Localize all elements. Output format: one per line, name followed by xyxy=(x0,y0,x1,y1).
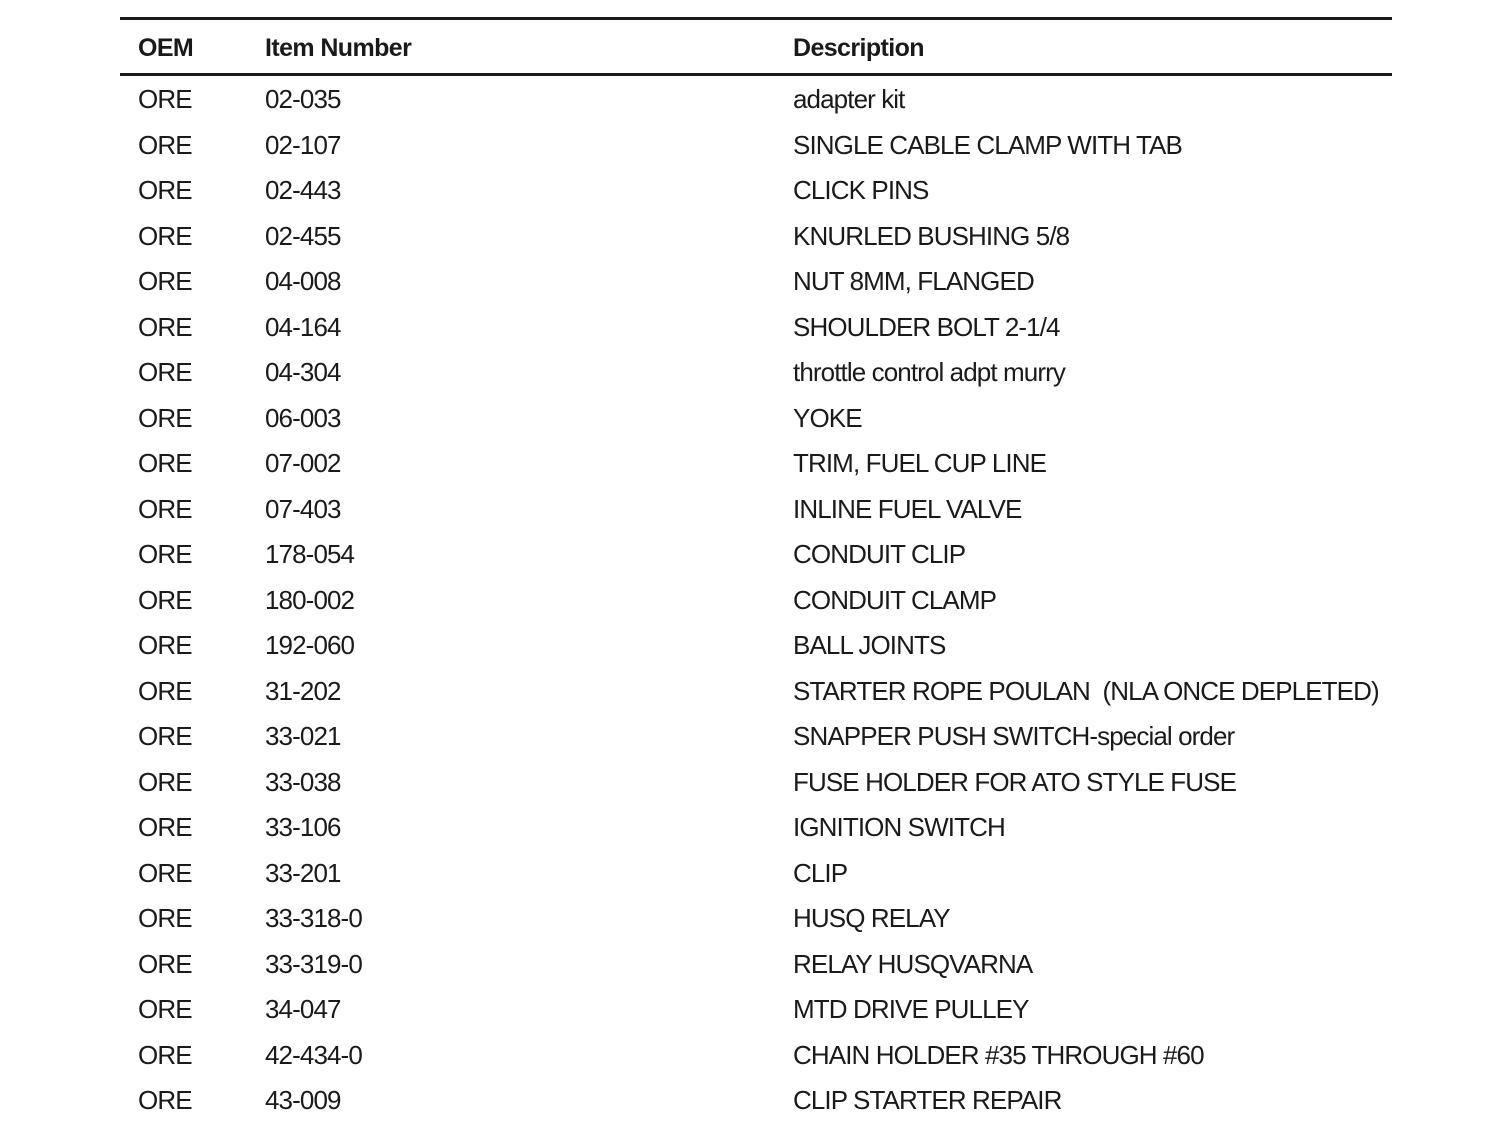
table-row xyxy=(120,123,1392,169)
description-cell: MTD DRIVE PULLEY xyxy=(793,994,1029,1025)
table-row xyxy=(120,396,1392,442)
oem-cell: ORE xyxy=(138,493,192,524)
description-cell: CONDUIT CLAMP xyxy=(793,584,997,615)
description-cell: NUT 8MM, FLANGED xyxy=(793,266,1034,297)
item-number-cell: 178-054 xyxy=(265,539,355,570)
table-row xyxy=(120,714,1392,760)
item-number-cell: 43-009 xyxy=(265,1085,341,1116)
oem-cell: ORE xyxy=(138,766,192,797)
item-number-cell: 192-060 xyxy=(265,630,355,661)
item-number-cell: 04-164 xyxy=(265,311,341,342)
item-number-cell: 04-304 xyxy=(265,357,341,388)
oem-cell: ORE xyxy=(138,129,192,160)
header-oem: OEM xyxy=(138,34,194,62)
description-cell: FUSE HOLDER FOR ATO STYLE FUSE xyxy=(793,766,1237,797)
description-cell: STARTER ROPE POULAN (NLA ONCE DEPLETED) xyxy=(793,675,1379,706)
description-cell: throttle control adpt murry xyxy=(793,357,1065,388)
description-cell: CLIP STARTER REPAIR xyxy=(793,1085,1062,1116)
table-row xyxy=(120,578,1392,624)
table-row xyxy=(120,1078,1392,1124)
table-row xyxy=(120,942,1392,988)
item-number-cell: 06-003 xyxy=(265,402,341,433)
table-row xyxy=(120,350,1392,396)
parts-table xyxy=(120,17,1392,1124)
item-number-cell: 33-201 xyxy=(265,857,341,888)
table-row xyxy=(120,77,1392,123)
item-number-cell: 42-434-0 xyxy=(265,1039,362,1070)
oem-cell: ORE xyxy=(138,721,192,752)
item-number-cell: 02-455 xyxy=(265,220,341,251)
item-number-cell: 33-319-0 xyxy=(265,948,362,979)
oem-cell: ORE xyxy=(138,857,192,888)
item-number-cell: 33-038 xyxy=(265,766,341,797)
description-cell: HUSQ RELAY xyxy=(793,903,950,934)
table-row xyxy=(120,168,1392,214)
oem-cell: ORE xyxy=(138,175,192,206)
description-cell: SINGLE CABLE CLAMP WITH TAB xyxy=(793,129,1182,160)
table-row xyxy=(120,1033,1392,1079)
item-number-cell: 33-318-0 xyxy=(265,903,362,934)
table-row xyxy=(120,987,1392,1033)
oem-cell: ORE xyxy=(138,1039,192,1070)
oem-cell: ORE xyxy=(138,948,192,979)
oem-cell: ORE xyxy=(138,402,192,433)
description-cell: CONDUIT CLIP xyxy=(793,539,966,570)
description-cell: IGNITION SWITCH xyxy=(793,812,1005,843)
table-row xyxy=(120,214,1392,260)
description-cell: SHOULDER BOLT 2-1/4 xyxy=(793,311,1060,342)
table-row xyxy=(120,532,1392,578)
item-number-cell: 04-008 xyxy=(265,266,341,297)
oem-cell: ORE xyxy=(138,266,192,297)
oem-cell: ORE xyxy=(138,311,192,342)
oem-cell: ORE xyxy=(138,584,192,615)
item-number-cell: 07-403 xyxy=(265,493,341,524)
table-body xyxy=(120,76,1392,1124)
table-row xyxy=(120,305,1392,351)
description-cell: SNAPPER PUSH SWITCH-special order xyxy=(793,721,1235,752)
oem-cell: ORE xyxy=(138,220,192,251)
oem-cell: ORE xyxy=(138,84,192,115)
oem-cell: ORE xyxy=(138,539,192,570)
description-cell: CLICK PINS xyxy=(793,175,929,206)
table-row xyxy=(120,805,1392,851)
item-number-cell: 02-107 xyxy=(265,129,341,160)
item-number-cell: 02-035 xyxy=(265,84,341,115)
table-row xyxy=(120,896,1392,942)
oem-cell: ORE xyxy=(138,357,192,388)
description-cell: RELAY HUSQVARNA xyxy=(793,948,1033,979)
oem-cell: ORE xyxy=(138,812,192,843)
item-number-cell: 33-106 xyxy=(265,812,341,843)
header-item-number: Item Number xyxy=(265,34,412,62)
description-cell: TRIM, FUEL CUP LINE xyxy=(793,448,1047,479)
description-cell: KNURLED BUSHING 5/8 xyxy=(793,220,1070,251)
item-number-cell: 33-021 xyxy=(265,721,341,752)
item-number-cell: 180-002 xyxy=(265,584,355,615)
table-row xyxy=(120,259,1392,305)
oem-cell: ORE xyxy=(138,448,192,479)
item-number-cell: 02-443 xyxy=(265,175,341,206)
oem-cell: ORE xyxy=(138,994,192,1025)
table-row xyxy=(120,669,1392,715)
table-row xyxy=(120,760,1392,806)
header-description: Description xyxy=(793,34,924,62)
oem-cell: ORE xyxy=(138,630,192,661)
table-row xyxy=(120,623,1392,669)
table-header-row xyxy=(120,20,1392,73)
oem-cell: ORE xyxy=(138,675,192,706)
item-number-cell: 31-202 xyxy=(265,675,341,706)
description-cell: INLINE FUEL VALVE xyxy=(793,493,1022,524)
item-number-cell: 07-002 xyxy=(265,448,341,479)
oem-cell: ORE xyxy=(138,1085,192,1116)
description-cell: CHAIN HOLDER #35 THROUGH #60 xyxy=(793,1039,1204,1070)
item-number-cell: 34-047 xyxy=(265,994,341,1025)
table-row xyxy=(120,441,1392,487)
oem-cell: ORE xyxy=(138,903,192,934)
description-cell: CLIP xyxy=(793,857,848,888)
table-row xyxy=(120,487,1392,533)
description-cell: YOKE xyxy=(793,402,862,433)
table-row xyxy=(120,851,1392,897)
description-cell: BALL JOINTS xyxy=(793,630,946,661)
description-cell: adapter kit xyxy=(793,84,905,115)
